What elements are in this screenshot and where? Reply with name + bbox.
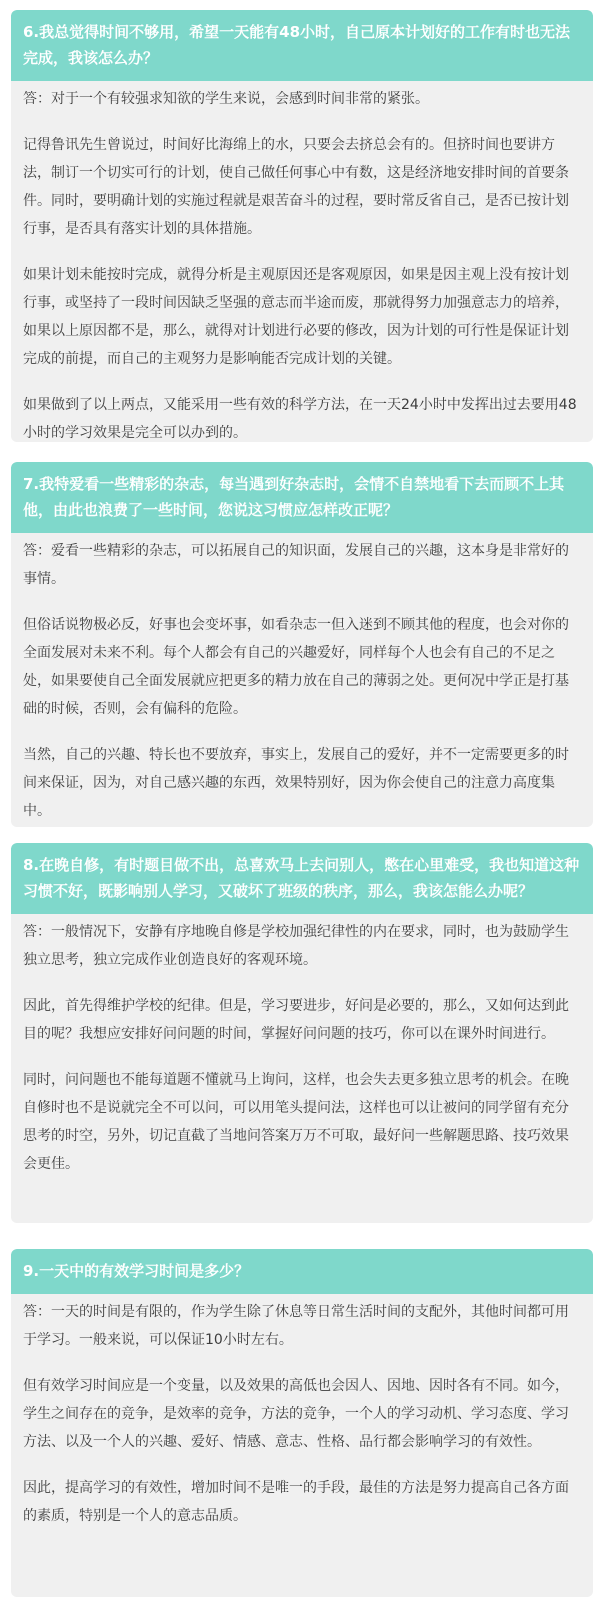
answer-paragraph: 答：对于一个有较强求知欲的学生来说，会感到时间非常的紧张。 bbox=[23, 91, 429, 107]
answer-paragraph: 因此，提高学习的有效性，增加时间不是唯一的手段，最佳的方法是努力提高自己各方面的素质，特别是一个人的意志品质。 bbox=[23, 1480, 569, 1524]
question-heading: 6.我总觉得时间不够用，希望一天能有48小时，自己原本计划好的工作有时也无法完成，我该怎么办？ bbox=[11, 10, 593, 81]
answer-body bbox=[11, 914, 593, 1190]
answer-paragraph: 记得鲁讯先生曾说过，时间好比海绵上的水，只要会去挤总会有的。但挤时间也要讲方法，制订一个切实可行的计划，使自己做任何事心中有数，这是经济地安排时间的首要条件。同时，要明确计划的实施过程就是艰苦奋斗的过程，要时常反省自己，是否已按计划行事，是否具有落实计划的具体措施。 bbox=[23, 137, 569, 237]
answer-body bbox=[11, 533, 593, 827]
answer-paragraph: 如果做到了以上两点，又能采用一些有效的科学方法，在一天24小时中发挥出过去要用48小时的学习效果是完全可以办到的。 bbox=[23, 397, 577, 441]
answer-paragraph: 答：一般情况下，安静有序地晚自修是学校加强纪律性的内在要求，同时，也为鼓励学生独立思考，独立完成作业创造良好的客观环境。 bbox=[23, 924, 569, 968]
question-heading: 8.在晚自修，有时题目做不出，总喜欢马上去问别人，憋在心里难受，我也知道这种习惯不好，既影响别人学习，又破坏了班级的秩序，那么，我该怎能么办呢？ bbox=[11, 843, 593, 914]
answer-paragraph: 当然，自己的兴趣、特长也不要放弃，事实上，发展自己的爱好，并不一定需要更多的时间来保证，因为，对自己感兴趣的东西，效果特别好，因为你会使自己的注意力高度集中。 bbox=[23, 747, 569, 819]
question-heading: 7.我特爱看一些精彩的杂志，每当遇到好杂志时，会情不自禁地看下去而顾不上其他，由此也浪费了一些时间，您说这习惯应怎样改正呢？ bbox=[11, 462, 593, 533]
answer-body bbox=[11, 81, 593, 442]
qa-card-7 bbox=[11, 462, 593, 827]
answer-paragraph: 如果计划未能按时完成，就得分析是主观原因还是客观原因，如果是因主观上没有按计划行事，或坚持了一段时间因缺乏坚强的意志而半途而废，那就得努力加强意志力的培养，如果以上原因都不是，那么，就得对计划进行必要的修改，因为计划的可行性是保证计划完成的前提，而自己的主观努力是影响能否完成计划的关键。 bbox=[23, 267, 569, 367]
answer-paragraph: 但有效学习时间应是一个变量，以及效果的高低也会因人、因地、因时各有不同。如今，学生之间存在的竞争，是效率的竞争，方法的竞争，一个人的学习动机、学习态度、学习方法、以及一个人的兴趣、爱好、情感、意志、性格、品行都会影响学习的有效性。 bbox=[23, 1378, 569, 1450]
question-heading: 9.一天中的有效学习时间是多少？ bbox=[11, 1249, 593, 1294]
answer-paragraph: 因此，首先得维护学校的纪律。但是，学习要进步，好问是必要的，那么，又如何达到此目的呢？我想应安排好问问题的时间，掌握好问问题的技巧，你可以在课外时间进行。 bbox=[23, 998, 569, 1042]
qa-card-6 bbox=[11, 10, 593, 442]
answer-paragraph: 但俗话说物极必反，好事也会变坏事，如看杂志一但入迷到不顾其他的程度，也会对你的全面发展对未来不利。每个人都会有自己的兴趣爱好，同样每个人也会有自己的不足之处，如果要使自己全面发展就应把更多的精力放在自己的薄弱之处。更何况中学正是打基础的时候，否则，会有偏科的危险。 bbox=[23, 617, 569, 717]
answer-paragraph: 答：爱看一些精彩的杂志，可以拓展自己的知识面，发展自己的兴趣，这本身是非常好的事情。 bbox=[23, 543, 569, 587]
answer-paragraph: 同时，问问题也不能每道题不懂就马上询问，这样，也会失去更多独立思考的机会。在晚自修时也不是说就完全不可以问，可以用笔头提问法，这样也可以让被问的同学留有充分思考的时空，另外，切记直截了当地问答案万万不可取，最好问一些解题思路、技巧效果会更佳。 bbox=[23, 1072, 569, 1172]
answer-paragraph: 答：一天的时间是有限的，作为学生除了休息等日常生活时间的支配外，其他时间都可用于学习。一般来说，可以保证10小时左右。 bbox=[23, 1304, 569, 1348]
answer-body bbox=[11, 1294, 593, 1542]
qa-card-9 bbox=[11, 1249, 593, 1597]
qa-card-8 bbox=[11, 843, 593, 1223]
